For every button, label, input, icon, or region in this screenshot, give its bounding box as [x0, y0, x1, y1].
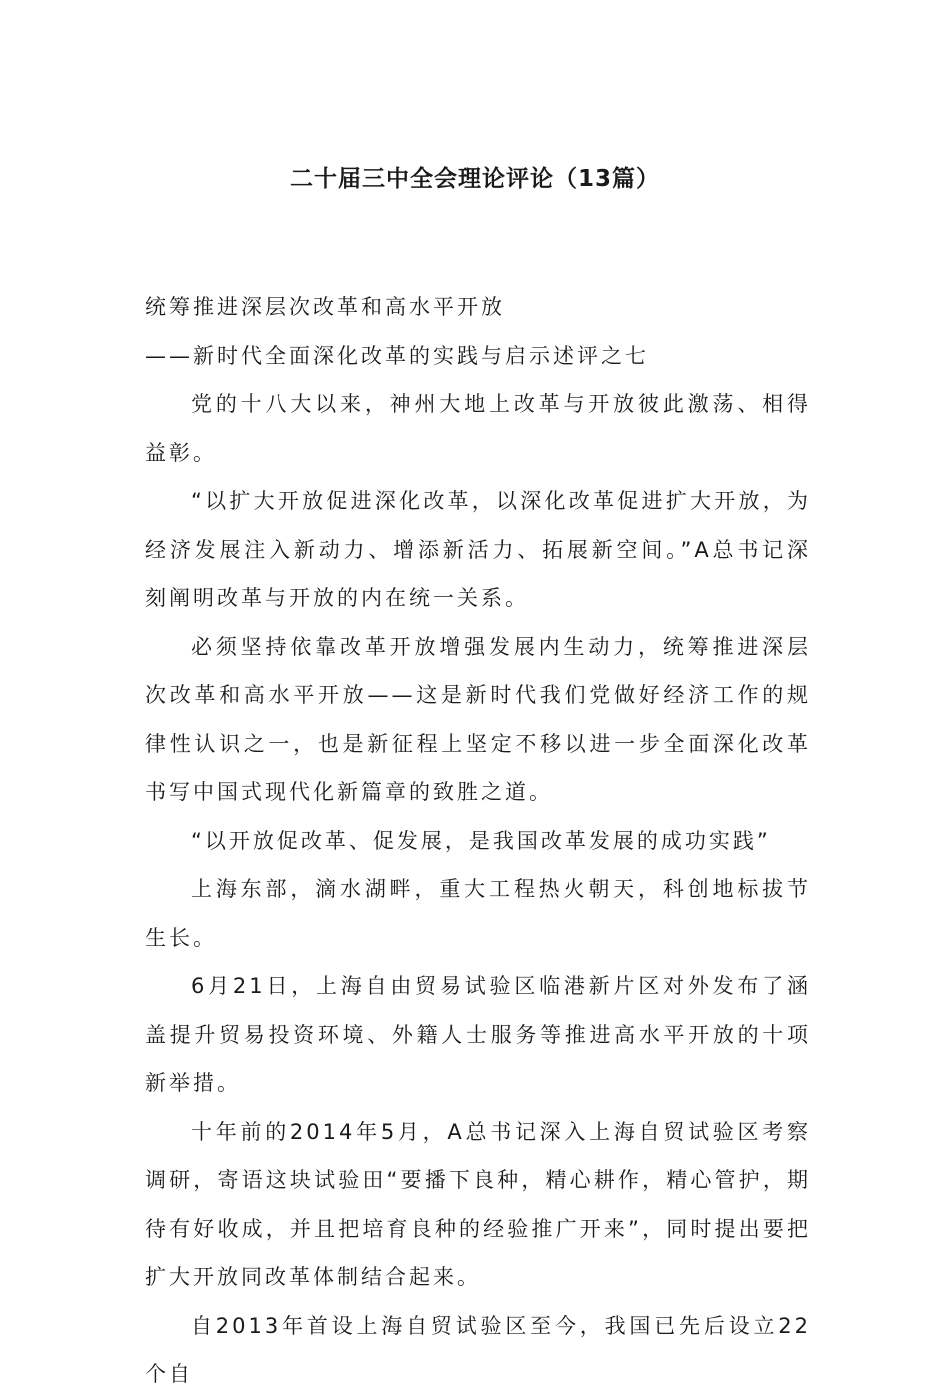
paragraph: 十年前的2014年5月，A总书记深入上海自贸试验区考察调研，寄语这块试验田“要播下良种，精心耕作，精心管护，期待有好收成，并且把培育良种的经验推广开来”，同时提出要把扩大开放同改革体制结合起来。	[145, 1119, 811, 1289]
paragraph: 自2013年首设上海自贸试验区至今，我国已先后设立22个自	[145, 1313, 811, 1386]
paragraph: 6月21日，上海自由贸易试验区临港新片区对外发布了涵盖提升贸易投资环境、外籍人士服务等推进高水平开放的十项新举措。	[145, 974, 811, 1095]
document-title: 二十届三中全会理论评论（13篇）	[289, 166, 660, 192]
section-heading: “以开放促改革、促发展，是我国改革发展的成功实践”	[191, 828, 771, 853]
paragraph: “以扩大开放促进深化改革，以深化改革促进扩大开放，为经济发展注入新动力、增添新活力、拓展新空间。”A总书记深刻阐明改革与开放的内在统一关系。	[145, 489, 811, 610]
paragraph: 党的十八大以来，神州大地上改革与开放彼此激荡、相得益彰。	[145, 392, 811, 465]
article-subtitle: ——新时代全面深化改革的实践与启示述评之七	[145, 343, 649, 368]
article-title: 统筹推进深层次改革和高水平开放	[145, 295, 505, 319]
paragraph: 必须坚持依靠改革开放增强发展内生动力，统筹推进深层次改革和高水平开放——这是新时代我们党做好经济工作的规律性认识之一，也是新征程上坚定不移以进一步全面深化改革书写中国式现代化新篇章的致胜之道。	[145, 634, 811, 804]
document-body	[145, 283, 811, 1399]
paragraph: 上海东部，滴水湖畔，重大工程热火朝天，科创地标拔节生长。	[145, 877, 811, 950]
